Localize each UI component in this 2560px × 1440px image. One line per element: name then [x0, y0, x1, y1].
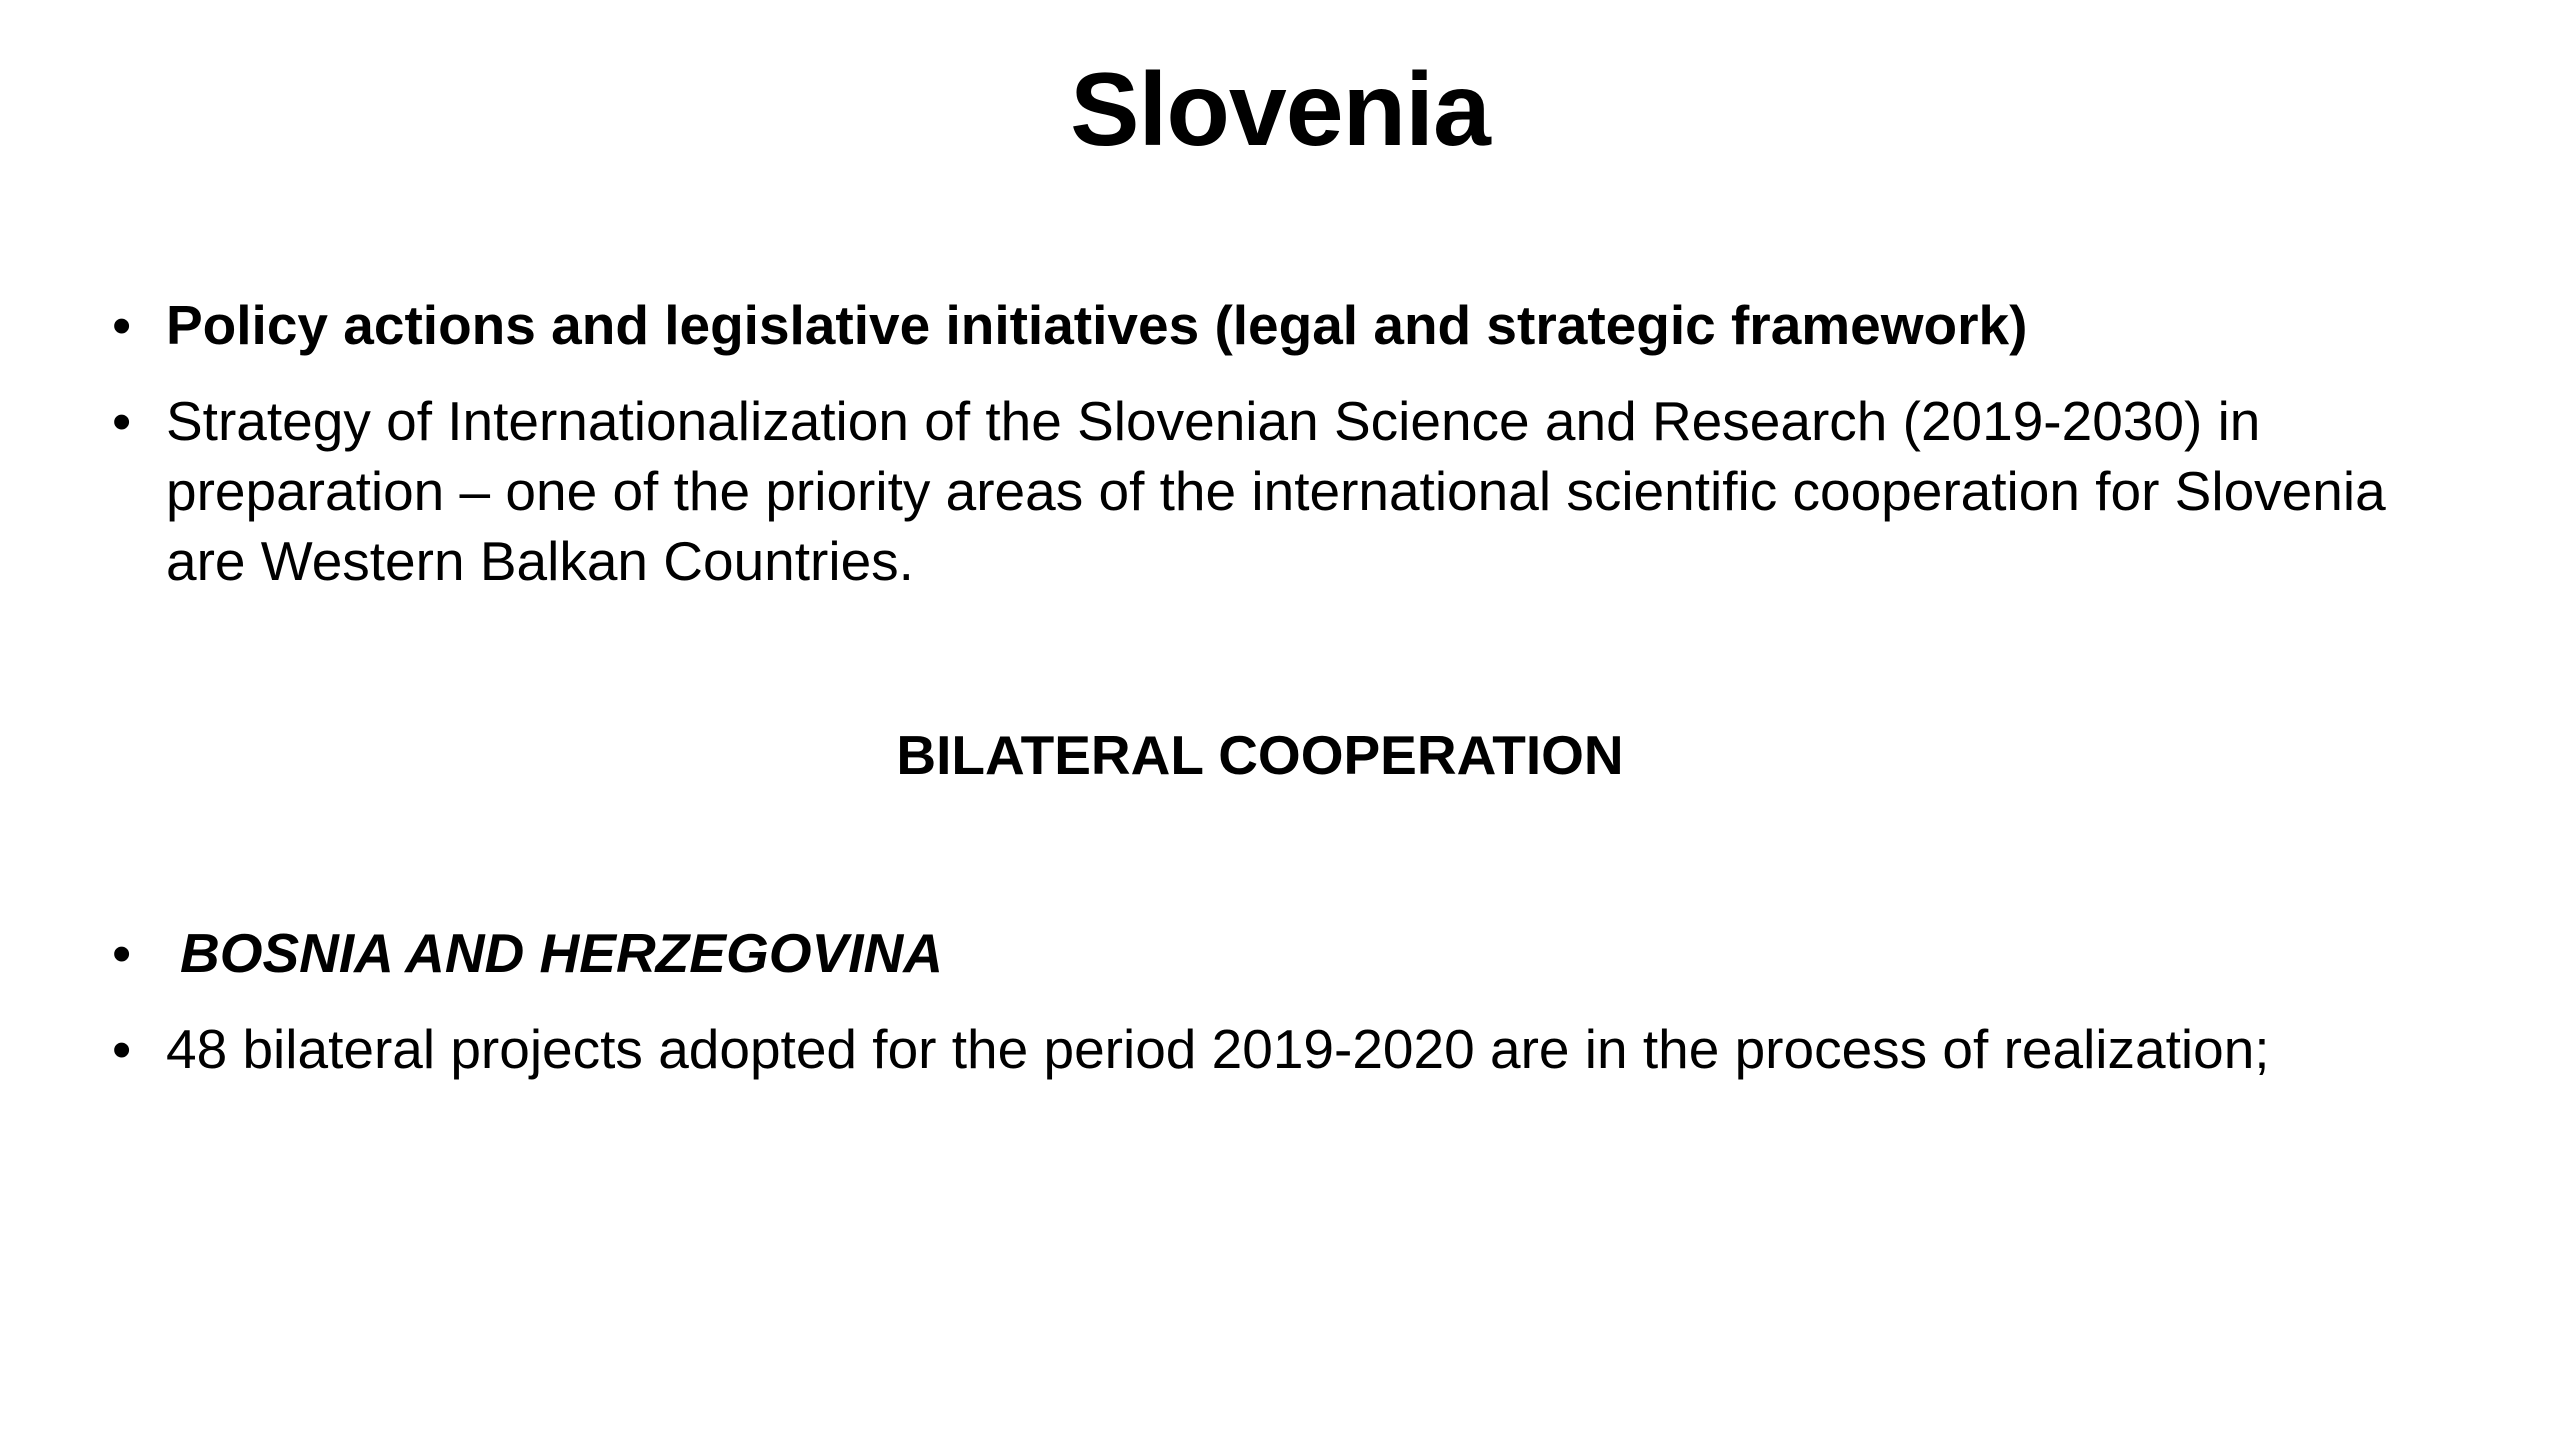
list-item	[112, 1014, 2452, 1084]
list-item	[112, 918, 2452, 988]
list-item	[112, 386, 2452, 596]
bullet-marker: •	[112, 922, 132, 984]
projects-text: 48 bilateral projects adopted for the period 2019-2020 are in the process of realization;	[166, 1018, 2270, 1080]
bullet-marker: •	[112, 390, 132, 452]
slide-title: Slovenia	[1070, 52, 1490, 168]
section-heading: BILATERAL COOPERATION	[896, 724, 1624, 786]
list-item	[112, 290, 2452, 360]
country-name: BOSNIA AND HERZEGOVINA	[180, 922, 943, 984]
bullet-marker: •	[112, 1018, 132, 1080]
country-bullet-list	[112, 918, 2452, 1084]
policy-bullet-list	[112, 290, 2452, 596]
strategy-text: Strategy of Internationalization of the Slovenian Science and Research (2019-2030) in preparation – one of the priority areas of the international scientific cooperation for Slovenia are Western Balkan Countries.	[166, 390, 2386, 592]
policy-actions-heading: Policy actions and legislative initiatives (legal and strategic framework)	[166, 294, 2028, 356]
bullet-marker: •	[112, 294, 132, 356]
